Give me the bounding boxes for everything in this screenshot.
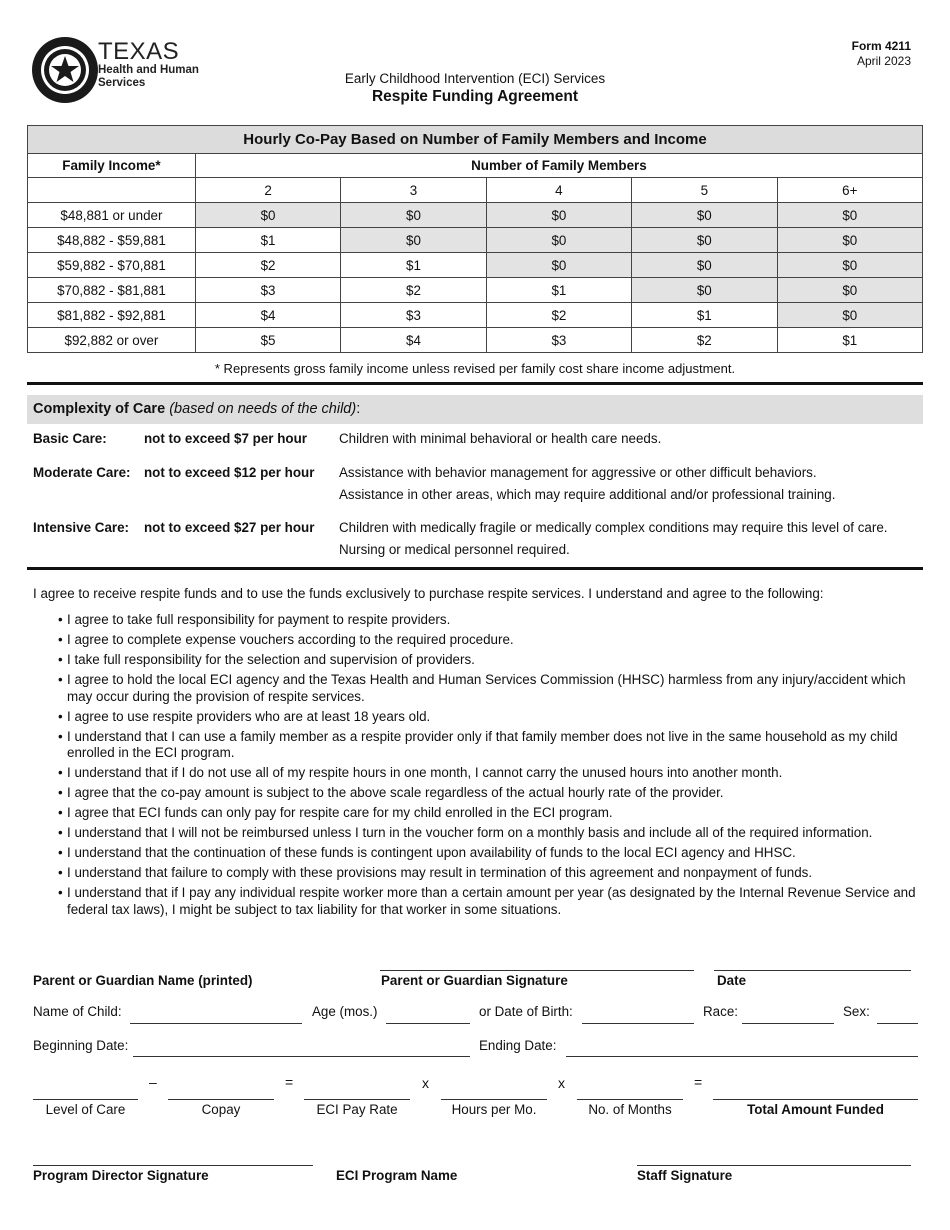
copay-table-title: Hourly Co-Pay Based on Number of Family Members and Income xyxy=(28,126,923,154)
program-director-label: Program Director Signature xyxy=(33,1168,209,1183)
dob-field[interactable] xyxy=(582,1023,694,1024)
list-item: • I agree to hold the local ECI agency and the Texas Health and Human Services Commission (HHSC) harmless from any injury/accident which may occur during the provision of respite services. xyxy=(58,672,918,705)
care-description-line: Children with medically fragile or medically complex conditions may require this level of care. xyxy=(339,520,888,535)
family-income-header: Family Income* xyxy=(28,154,196,178)
child-name-label: Name of Child: xyxy=(33,1004,122,1019)
income-cell: $48,881 or under xyxy=(28,203,196,228)
copay-cell: $0 xyxy=(341,203,486,228)
care-description-line: Assistance in other areas, which may require additional and/or professional training. xyxy=(339,486,836,502)
guardian-signature-line[interactable] xyxy=(380,970,694,971)
date-label: Date xyxy=(717,973,747,988)
copay-cell: $0 xyxy=(486,253,631,278)
age-label: Age (mos.) xyxy=(312,1004,378,1019)
member-count: 3 xyxy=(341,178,486,203)
copay-cell: $2 xyxy=(195,253,340,278)
dob-label: or Date of Birth: xyxy=(479,1004,573,1019)
total-amount-label: Total Amount Funded xyxy=(747,1102,884,1117)
member-count-row xyxy=(28,178,923,203)
intensive-care-description xyxy=(339,517,888,560)
copay-cell: $0 xyxy=(777,303,922,328)
eci-pay-rate-label: ECI Pay Rate xyxy=(316,1102,398,1117)
list-item: • I understand that I can use a family member as a respite provider only if that family member does not live in the same household as my child enrolled in the ECI program. xyxy=(58,729,918,762)
times-operator: x xyxy=(558,1075,565,1091)
date-line[interactable] xyxy=(714,970,911,971)
copay-cell: $0 xyxy=(632,278,777,303)
income-footnote: * Represents gross family income unless revised per family cost share income adjustment. xyxy=(214,361,736,376)
copay-cell: $1 xyxy=(777,328,922,353)
member-count: 5 xyxy=(632,178,777,203)
logo-line-2: Services xyxy=(98,77,146,89)
total-amount-field[interactable] xyxy=(713,1099,918,1100)
age-field[interactable] xyxy=(386,1023,470,1024)
beginning-date-label: Beginning Date: xyxy=(33,1038,129,1053)
minus-operator: – xyxy=(149,1074,157,1090)
copay-cell: $4 xyxy=(195,303,340,328)
form-number: Form 4211 xyxy=(851,39,911,53)
guardian-name-label: Parent or Guardian Name (printed) xyxy=(33,973,253,988)
copay-cell: $0 xyxy=(632,253,777,278)
copay-cell: $1 xyxy=(632,303,777,328)
copay-cell: $0 xyxy=(777,278,922,303)
care-description-line: Children with minimal behavioral or health care needs. xyxy=(339,431,662,446)
number-of-months-label: No. of Months xyxy=(588,1102,672,1117)
times-operator: x xyxy=(422,1075,429,1091)
copay-cell: $1 xyxy=(195,228,340,253)
agreement-intro: I agree to receive respite funds and to use the funds exclusively to purchase respite services. I understand and agree to the following: xyxy=(33,586,824,601)
ending-date-field[interactable] xyxy=(566,1056,918,1057)
copay-cell: $2 xyxy=(632,328,777,353)
hours-per-month-label: Hours per Mo. xyxy=(451,1102,537,1117)
intensive-care-label: Intensive Care: xyxy=(33,520,130,535)
page-title: Respite Funding Agreement xyxy=(371,88,579,105)
income-cell: $59,882 - $70,881 xyxy=(28,253,196,278)
complexity-title: Complexity of Care xyxy=(33,401,166,417)
copay-cell: $0 xyxy=(632,203,777,228)
member-count: 2 xyxy=(195,178,340,203)
care-description-line: Nursing or medical personnel required. xyxy=(339,541,570,557)
member-count: 6+ xyxy=(777,178,922,203)
copay-cell: $0 xyxy=(777,203,922,228)
copay-field[interactable] xyxy=(168,1099,274,1100)
number-of-months-field[interactable] xyxy=(577,1099,683,1100)
equals-operator: = xyxy=(285,1074,294,1090)
staff-signature-label: Staff Signature xyxy=(637,1168,733,1183)
basic-care-label: Basic Care: xyxy=(33,431,107,446)
child-name-field[interactable] xyxy=(130,1023,302,1024)
intensive-care-limit: not to exceed $27 per hour xyxy=(144,520,315,535)
care-description-line: Assistance with behavior management for aggressive or other difficult behaviors. xyxy=(339,465,817,480)
copay-cell: $0 xyxy=(777,228,922,253)
agreement-terms-list xyxy=(58,612,918,922)
sex-label: Sex: xyxy=(843,1004,870,1019)
list-item: • I agree to complete expense vouchers according to the required procedure. xyxy=(58,632,918,649)
eci-pay-rate-field[interactable] xyxy=(304,1099,410,1100)
eci-program-name-label: ECI Program Name xyxy=(336,1168,458,1183)
complexity-heading xyxy=(27,395,923,424)
table-row xyxy=(28,278,923,303)
table-row xyxy=(28,303,923,328)
sex-field[interactable] xyxy=(877,1023,918,1024)
member-count: 4 xyxy=(486,178,631,203)
moderate-care-label: Moderate Care: xyxy=(33,465,131,480)
copay-cell: $4 xyxy=(341,328,486,353)
copay-cell: $1 xyxy=(486,278,631,303)
income-cell: $70,882 - $81,881 xyxy=(28,278,196,303)
hours-per-month-field[interactable] xyxy=(441,1099,547,1100)
list-item: • I agree to use respite providers who are at least 18 years old. xyxy=(58,709,918,726)
basic-care-limit: not to exceed $7 per hour xyxy=(144,431,307,446)
copay-cell: $3 xyxy=(486,328,631,353)
copay-cell: $1 xyxy=(341,253,486,278)
complexity-colon: : xyxy=(356,401,361,417)
level-of-care-label: Level of Care xyxy=(45,1102,126,1117)
form-date: April 2023 xyxy=(856,54,911,68)
list-item: • I agree to take full responsibility for payment to respite providers. xyxy=(58,612,918,629)
complexity-note: (based on needs of the child) xyxy=(169,401,357,417)
race-label: Race: xyxy=(703,1004,738,1019)
list-item: • I understand that if I pay any individual respite worker more than a certain amount per year (as designated by the Internal Revenue Service and federal tax laws), I might be subject to tax liability for that worker in some situations. xyxy=(58,885,918,918)
copay-cell: $0 xyxy=(486,228,631,253)
form-identifier xyxy=(852,39,911,69)
income-cell: $81,882 - $92,881 xyxy=(28,303,196,328)
copay-cell: $0 xyxy=(632,228,777,253)
list-item: • I agree that ECI funds can only pay for respite care for my child enrolled in the ECI program. xyxy=(58,805,918,822)
staff-signature-line[interactable] xyxy=(637,1165,911,1166)
copay-cell: $0 xyxy=(486,203,631,228)
section-divider xyxy=(27,382,923,385)
table-row xyxy=(28,203,923,228)
copay-label: Copay xyxy=(201,1102,241,1117)
copay-cell: $2 xyxy=(486,303,631,328)
income-cell: $48,882 - $59,881 xyxy=(28,228,196,253)
race-field[interactable] xyxy=(742,1023,834,1024)
basic-care-description xyxy=(339,428,661,450)
logo-texas: TEXAS xyxy=(98,38,180,65)
copay-cell: $2 xyxy=(341,278,486,303)
income-cell: $92,882 or over xyxy=(28,328,196,353)
section-divider xyxy=(27,567,923,570)
table-row xyxy=(28,253,923,278)
list-item: • I understand that I will not be reimbursed unless I turn in the voucher form on a monthly basis and include all of the required information. xyxy=(58,825,918,842)
page-titles xyxy=(0,70,950,106)
logo-line-1: Health and Human xyxy=(98,64,199,76)
list-item: • I understand that failure to comply with these provisions may result in termination of this agreement and nonpayment of funds. xyxy=(58,865,918,882)
copay-cell: $5 xyxy=(195,328,340,353)
program-director-signature-line[interactable] xyxy=(33,1165,313,1166)
guardian-signature-label: Parent or Guardian Signature xyxy=(381,973,568,988)
table-row xyxy=(28,328,923,353)
list-item: • I understand that if I do not use all of my respite hours in one month, I cannot carry the unused hours into another month. xyxy=(58,765,918,782)
level-of-care-field[interactable] xyxy=(33,1099,138,1100)
equals-operator: = xyxy=(694,1074,703,1090)
copay-cell: $0 xyxy=(341,228,486,253)
moderate-care-description xyxy=(339,462,835,505)
list-item: • I agree that the co-pay amount is subject to the above scale regardless of the actual hourly rate of the provider. xyxy=(58,785,918,802)
list-item: • I understand that the continuation of these funds is contingent upon availability of funds to the local ECI agency and HHSC. xyxy=(58,845,918,862)
moderate-care-limit: not to exceed $12 per hour xyxy=(144,465,315,480)
copay-cell: $0 xyxy=(777,253,922,278)
table-cell xyxy=(28,178,196,203)
beginning-date-field[interactable] xyxy=(133,1056,470,1057)
family-members-header: Number of Family Members xyxy=(195,154,922,178)
copay-table xyxy=(27,125,923,353)
copay-cell: $3 xyxy=(195,278,340,303)
table-row xyxy=(28,228,923,253)
copay-cell: $3 xyxy=(341,303,486,328)
list-item: • I take full responsibility for the selection and supervision of providers. xyxy=(58,652,918,669)
ending-date-label: Ending Date: xyxy=(479,1038,557,1053)
page-subtitle: Early Childhood Intervention (ECI) Services xyxy=(344,71,606,86)
copay-cell: $0 xyxy=(195,203,340,228)
